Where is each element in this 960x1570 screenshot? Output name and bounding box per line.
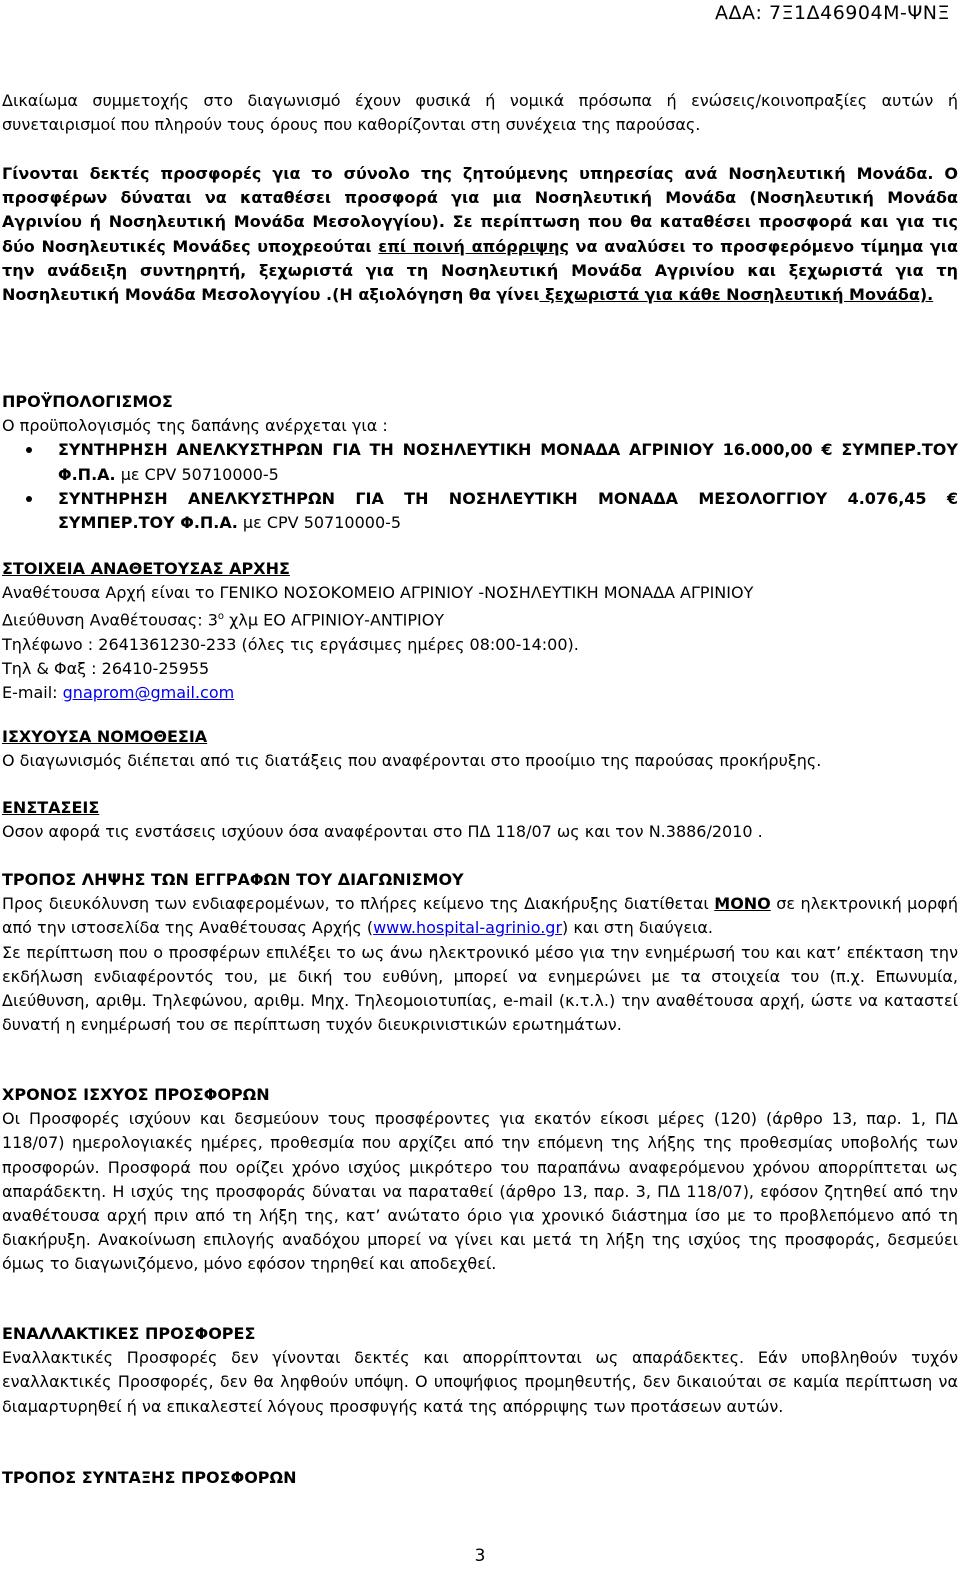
authority-title: ΣΤΟΙΧΕΙΑ ΑΝΑΘΕΤΟΥΣΑΣ ΑΡΧΗΣ [2,559,290,578]
law-section [2,725,958,773]
objections-title: ΕΝΣΤΑΣΕΙΣ [2,798,100,817]
documents-p1 [2,892,958,940]
authority-address [2,605,958,633]
address-prefix: Διεύθυνση Αναθέτουσας: 3 [2,610,218,630]
offers-text [2,162,958,307]
eligibility-text: Δικαίωμα συμμετοχής στο διαγωνισμό έχουν φυσικά ή νομικά πρόσωπα ή ενώσεις/κοινοπραξίες αυτών ή συνεταιρισμοί που πληρούν τους όρους που καθορίζονται στη συνέχεια της παρούσας. [2,91,958,135]
authority-fax: Τηλ & Φαξ : 26410-25955 [2,659,210,679]
law-title: ΙΣΧΥΟΥΣΑ ΝΟΜΟΘΕΣΙΑ [2,727,208,746]
budget-section [2,390,958,535]
penalty-text: επί ποινή απόρριψης [378,236,569,256]
compose-title: ΤΡΟΠΟΣ ΣΥΝΤΑΞΗΣ ΠΡΟΣΦΟΡΩΝ [2,1468,297,1487]
authority-email [2,681,958,705]
hospital-website-link[interactable]: www.hospital-agrinio.gr [373,918,563,938]
address-sup: ο [217,611,225,623]
objections-section [2,796,958,844]
documents-p1-a: Προς διευκόλυνση των ενδιαφερομένων, το πλήρες κείμενο της Διακήρυξης διατίθεται [2,894,715,914]
alternative-text: Εναλλακτικές Προσφορές δεν γίνονται δεκτές και απορρίπτονται ως απαράδεκτες. Εάν υποβληθούν τυχόν εναλλακτικές Προσφορές, δεν θα ληφθούν υπόψη. Ο υποψήφιος προμηθευτής, δεν δικαιούται σε καμία περίπτωση να διαμαρτυρηθεί ή να επικαλεστεί λόγους προσφυγής κατά της απόρριψης των προτάσεων αυτών. [2,1348,958,1416]
validity-section [2,1083,958,1277]
separately-text: ξεχωριστά για κάθε Νοσηλευτική Μονάδα). [539,285,934,305]
documents-p2: Σε περίπτωση που ο προσφέρων επιλέξει το ως άνω ηλεκτρονικό μέσο για την ενημέρωσή του και κατ’ επέκταση την εκδήλωση ενδιαφέροντός του, με δική του ευθύνη, μπορεί να ενημερώνει με τα στοιχεία του (π.χ. Επωνυμία, Διεύθυνση, αριθμ. Τηλεφώνου, αριθμ. Μηχ. Τηλεομοιοτυπίας, e-mail (κ.τ.λ.) την αναθέτουσα αρχή, ώστε να καταστεί δυνατή η ενημέρωσή του σε περίπτωση τυχόν διευκρινιστικών ερωτημάτων. [2,942,958,1035]
budget-item-mesolongi-bold: ΣΥΝΤΗΡΗΣΗ ΑΝΕΛΚΥΣΤΗΡΩΝ ΓΙΑ ΤΗ ΝΟΣΗΛΕΥΤΙΚΗ ΜΟΝΑΔΑ ΜΕΣΟΛΟΓΓΙΟΥ 4.076,45 € ΣΥΜΠΕΡ.ΤΟΥ Φ.Π.Α. [58,488,958,533]
budget-item-mesolongi-cpv: με CPV 50710000-5 [237,513,402,533]
alternative-section [2,1322,958,1419]
documents-title: ΤΡΟΠΟΣ ΛΗΨΗΣ ΤΩΝ ΕΓΓΡΑΦΩΝ ΤΟΥ ΔΙΑΓΩΝΙΣΜΟΥ [2,870,464,889]
eligibility-section [2,89,958,137]
page-number: 3 [474,1546,486,1566]
validity-title: ΧΡΟΝΟΣ ΙΣΧΥΟΣ ΠΡΟΣΦΟΡΩΝ [2,1085,270,1104]
offers-part1: Γίνονται δεκτές προσφορές για το σύνολο της ζητούμενης υπηρεσίας ανά Νοσηλευτική Μονάδα. Ο προσφέρων δύναται να καταθέσει προσφορά για μια Νοσηλευτική Μονάδα (Νοσηλευτική Μονάδα Αγρινίου ή Νοσηλευτική Μονάδα Μεσολογγίου). Σε περίπτωση που θα καταθέσει προσφορά και για τις δύο Νοσηλευτικές Μονάδες υποχρεούται [2,164,958,256]
authority-phone: Τηλέφωνο : 2641361230-233 (όλες τις εργάσιμες ημέρες 08:00-14:00). [2,634,579,654]
offers-section [2,162,958,307]
budget-title: ΠΡΟΫΠΟΛΟΓΙΣΜΟΣ [2,392,173,411]
compose-section [2,1466,958,1490]
documents-p1-b: σε ηλεκτρονική μορφή από την ιστοσελίδα της Αναθέτουσας Αρχής ( [2,894,958,938]
ada-code: ΑΔΑ: 7Ξ1Δ46904Μ-ΨΝΞ [715,2,950,24]
validity-text: Οι Προσφορές ισχύουν και δεσμεύουν τους προσφέροντες για εκατόν είκοσι μέρες (120) (άρθρο 13, παρ. 1, ΠΔ 118/07) ημερολογιακές ημέρες, προθεσμία που αρχίζει από την επόμενη της λήξης της προθεσμίας υποβολής των προσφορών. Προσφορά που ορίζει χρόνο ισχύος μικρότερο του παραπάνω αναφερόμενου χρόνου απορρίπτεται ως απαράδεκτη. Η ισχύς της προσφοράς δύναται να παραταθεί (άρθρο 13, παρ. 3, ΠΔ 118/07), εφόσον ζητηθεί από την αναθέτουσα αρχή πριν από τη λήξη της, κατ’ ανώτατο όριο για χρονικό διάστημα ίσο με το προβλεπόμενο από τη διακήρυξη. Ανακοίνωση επιλογής αναδόχου μπορεί να γίνει και μετά τη λήξη της ισχύος της προσφοράς, δεσμεύει όμως το διαγωνιζόμενο, μόνο εφόσον τηρηθεί και αποδεχθεί. [2,1109,958,1274]
documents-section [2,868,958,1037]
law-text: Ο διαγωνισμός διέπεται από τις διατάξεις που αναφέρονται στο προοίμιο της παρούσας προκήρυξης. [2,751,822,771]
authority-name: Αναθέτουσα Αρχή είναι το ΓΕΝΙΚΟ ΝΟΣΟΚΟΜΕΙΟ ΑΓΡΙΝΙΟΥ -ΝΟΣΗΛΕΥΤΙΚΗ ΜΟΝΑΔΑ ΑΓΡΙΝΙΟΥ [2,583,754,603]
budget-item-agrinio [26,438,958,486]
budget-item-agrinio-cpv: με CPV 50710000-5 [115,464,279,484]
offers-part2: να αναλύσει το προσφερόμενο τίμημα για την ανάδειξη συντηρητή, ξεχωριστά για τη Νοσηλευτική Μονάδα Αγρινίου και ξεχωριστά για τη Νοσηλευτική Μονάδα Μεσολογγίου .(Η αξιολόγηση θα γίνει [2,236,958,305]
authority-section [2,557,958,706]
email-label: E-mail: [2,683,63,703]
address-rest: χλμ ΕΟ ΑΓΡΙΝΙΟΥ-ΑΝΤΙΡΙΟΥ [224,610,445,630]
email-link[interactable]: gnaprom@gmail.com [62,683,235,703]
budget-item-mesolongi [26,487,958,535]
objections-text: Οσον αφορά τις ενστάσεις ισχύουν όσα αναφέρονται στο ΠΔ 118/07 ως και τον Ν.3886/2010 . [2,822,763,842]
documents-p1-c: ) και στη διαύγεια. [562,918,714,938]
alternative-title: ΕΝΑΛΛΑΚΤΙΚΕΣ ΠΡΟΣΦΟΡΕΣ [2,1324,256,1343]
mono-text: ΜΟΝΟ [714,894,771,914]
budget-item-agrinio-bold: ΣΥΝΤΗΡΗΣΗ ΑΝΕΛΚΥΣΤΗΡΩΝ ΓΙΑ ΤΗ ΝΟΣΗΛΕΥΤΙΚΗ ΜΟΝΑΔΑ ΑΓΡΙΝΙΟΥ 16.000,00 € ΣΥΜΠΕΡ.ΤΟΥ Φ.Π.Α. [58,440,958,484]
budget-intro: Ο προϋπολογισμός της δαπάνης ανέρχεται για : [2,416,388,436]
